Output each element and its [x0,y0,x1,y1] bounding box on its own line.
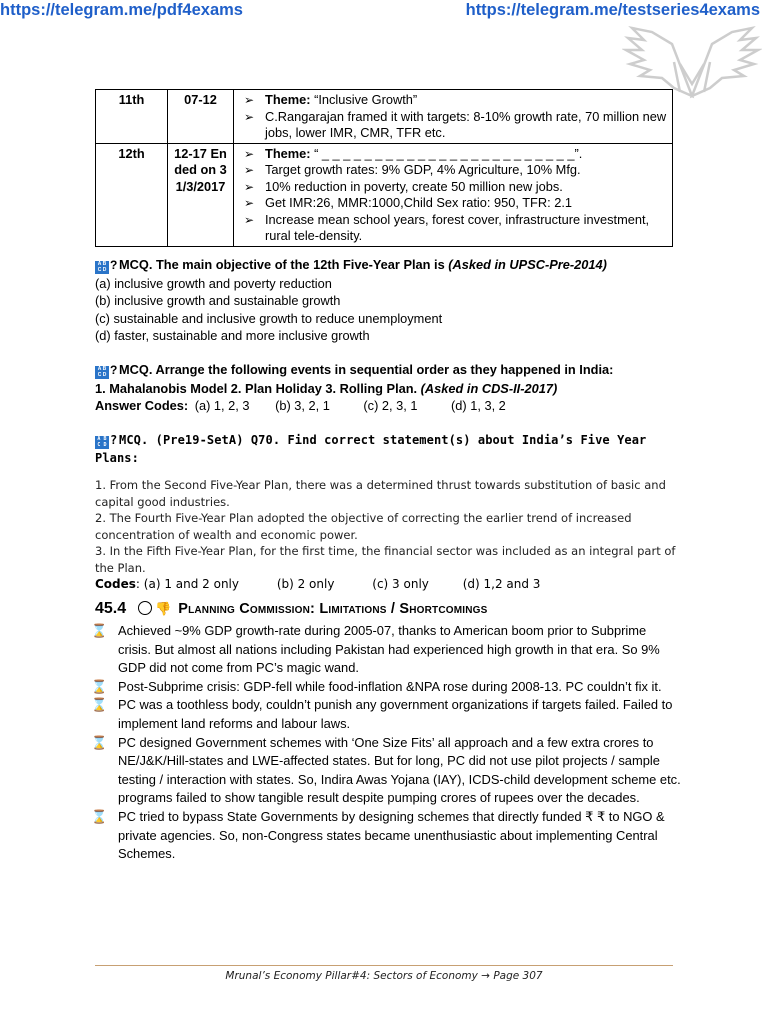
plan-details [234,90,673,144]
abcd-icon: A B C D [95,366,109,379]
plan-details [234,143,673,246]
option: (a) inclusive growth and poverty reduction [95,275,332,291]
hourglass-bullet-icon: ⌛ [91,697,108,713]
hourglass-bullet-icon: ⌛ [91,808,108,824]
list-item: ⌛ Achieved ~9% GDP growth-rate during 2005-07, thanks to American boom prior to Subprime crisis. But almost all nations including Pakistan had experienced high growth in that era. So 9% GDP did not come from PC’s magic wand. [91,623,660,676]
mcq-question-line2: 1. Mahalanobis Model 2. Plan Holiday 3. Rolling Plan. (Asked in CDS-II-2017) [95,380,558,396]
abcd-icon: A B C D [95,436,109,449]
footer-divider [95,965,673,966]
section-number: 45.4 [95,600,127,617]
mcq-3 [95,432,685,593]
option: (c) sustainable and inclusive growth to reduce unemployment [95,310,443,326]
list-item: ➢ Theme: “Inclusive Growth” [244,92,418,107]
arrow-bullet-icon: ➢ [244,179,255,194]
arrow-bullet-icon: ➢ [244,109,255,124]
section-title: Planning Commission: Limitations / Shortcomings [178,601,488,617]
question-mark-icon: ? [110,258,118,272]
telegram-link-pdf4exams[interactable]: https://telegram.me/pdf4exams [0,1,243,19]
abcd-icon: A B C D [95,261,109,274]
section-heading [95,600,488,618]
angry-face-icon [138,601,152,615]
hourglass-bullet-icon: ⌛ [91,623,108,638]
list-item: ⌛ Post-Subprime crisis: GDP-fell while food-inflation &NPA rose during 2008-13. PC couldn’t fix it. [91,678,681,697]
answer-codes: Answer Codes: (a) 1, 2, 3 (b) 3, 2, 1 (c) 2, 3, 1 (d) 1, 3, 2 [95,398,506,413]
list-item: ➢ Target growth rates: 9% GDP, 4% Agriculture, 10% Mfg. [244,162,581,177]
table-row [96,90,673,144]
arrow-bullet-icon: ➢ [244,93,255,107]
list-item: ➢ Get IMR:26, MMR:1000,Child Sex ratio: 950, TFR: 2.1 [244,195,573,210]
mcq-question: A B C D ? MCQ. Arrange the following events in sequential order as they happened in India: [95,361,680,380]
option: (d) faster, sustainable and more inclusive growth [95,328,370,343]
plan-number: 12th [96,143,168,246]
option: (b) inclusive growth and sustainable growth [95,293,341,308]
table-row [96,143,673,246]
list-item: ➢ Increase mean school years, forest cover, infrastructure investment, rural tele-density. [244,211,650,243]
arrow-bullet-icon: ➢ [244,196,255,210]
telegram-link-testseries4exams[interactable]: https://telegram.me/testseries4exams [465,1,760,19]
list-item: ➢ 10% reduction in poverty, create 50 million new jobs. [244,178,563,194]
list-item: ⌛ PC designed Government schemes with ‘One Size Fits’ all approach and a few extra crores to NE/J&K/Hill-states and LWE-affected states. But for long, PC did not use pilot projects / sample testing / interaction with states. So, Indira Awas Yojana (IAY), ICDS-child development scheme etc. programs failed to show tangible result despite pumping crores of rupees over the decades. [91,734,681,806]
statement: 1. From the Second Five-Year Plan, there was a determined thrust towards substitution of basic and capital good industries. [95,478,666,509]
list-item: ➢ C.Rangarajan framed it with targets: 8-10% growth rate, 70 million new jobs, lower IMR, CMR, TFR etc. [244,108,667,140]
mcq-1 [95,256,680,345]
list-item: ➢ Theme: “ _ _ _ _ _ _ _ _ _ _ _ _ _ _ _ _ _ _ _ _ _ _ _ _”. [244,145,583,161]
page-footer: Mrunal’s Economy Pillar#4: Sectors of Economy → Page 307 [225,970,543,982]
statement: 3. In the Fifth Five-Year Plan, for the first time, the financial sector was included as an integral part of the Plan. [95,544,676,575]
five-year-plan-table [95,89,673,247]
arrow-bullet-icon: ➢ [244,212,255,227]
hourglass-bullet-icon: ⌛ [91,678,108,694]
list-item: ⌛ PC tried to bypass State Governments by designing schemes that directly funded ₹ ₹ to NGO & private agencies. So, non-Congress states became unenthusiastic about implementing Central Schemes. [91,808,665,862]
arrow-bullet-icon: ➢ [244,146,255,161]
question-mark-icon: ? [110,433,118,447]
limitations-list [91,622,681,864]
plan-number: 11th [96,90,168,144]
mcq-2 [95,361,680,415]
list-item: ⌛ PC was a toothless body, couldn’t punish any government organizations if targets failed. Failed to implement land reforms and labour laws. [91,697,673,731]
plan-years: 07-12 [168,90,234,144]
plan-years: 12-17 Ended on 31/3/2017 [168,143,234,246]
mcq-question: A B C D ? MCQ. (Pre19-SetA) Q70. Find correct statement(s) about India’s Five Year Plans: [95,433,647,465]
hourglass-bullet-icon: ⌛ [91,734,108,750]
answer-codes: Codes: (a) 1 and 2 only (b) 2 only (c) 3 only (d) 1,2 and 3 [95,577,541,591]
question-mark-icon: ? [110,363,118,377]
thumbs-down-icon: 👎 [155,601,172,616]
arrow-bullet-icon: ➢ [244,163,255,177]
mcq-question: A B C D ? MCQ. The main objective of the 12th Five-Year Plan is (Asked in UPSC-Pre-2014) [95,256,680,275]
statement: 2. The Fourth Five-Year Plan adopted the objective of correcting the earlier trend of increased concentration of wealth and economic power. [95,511,632,542]
